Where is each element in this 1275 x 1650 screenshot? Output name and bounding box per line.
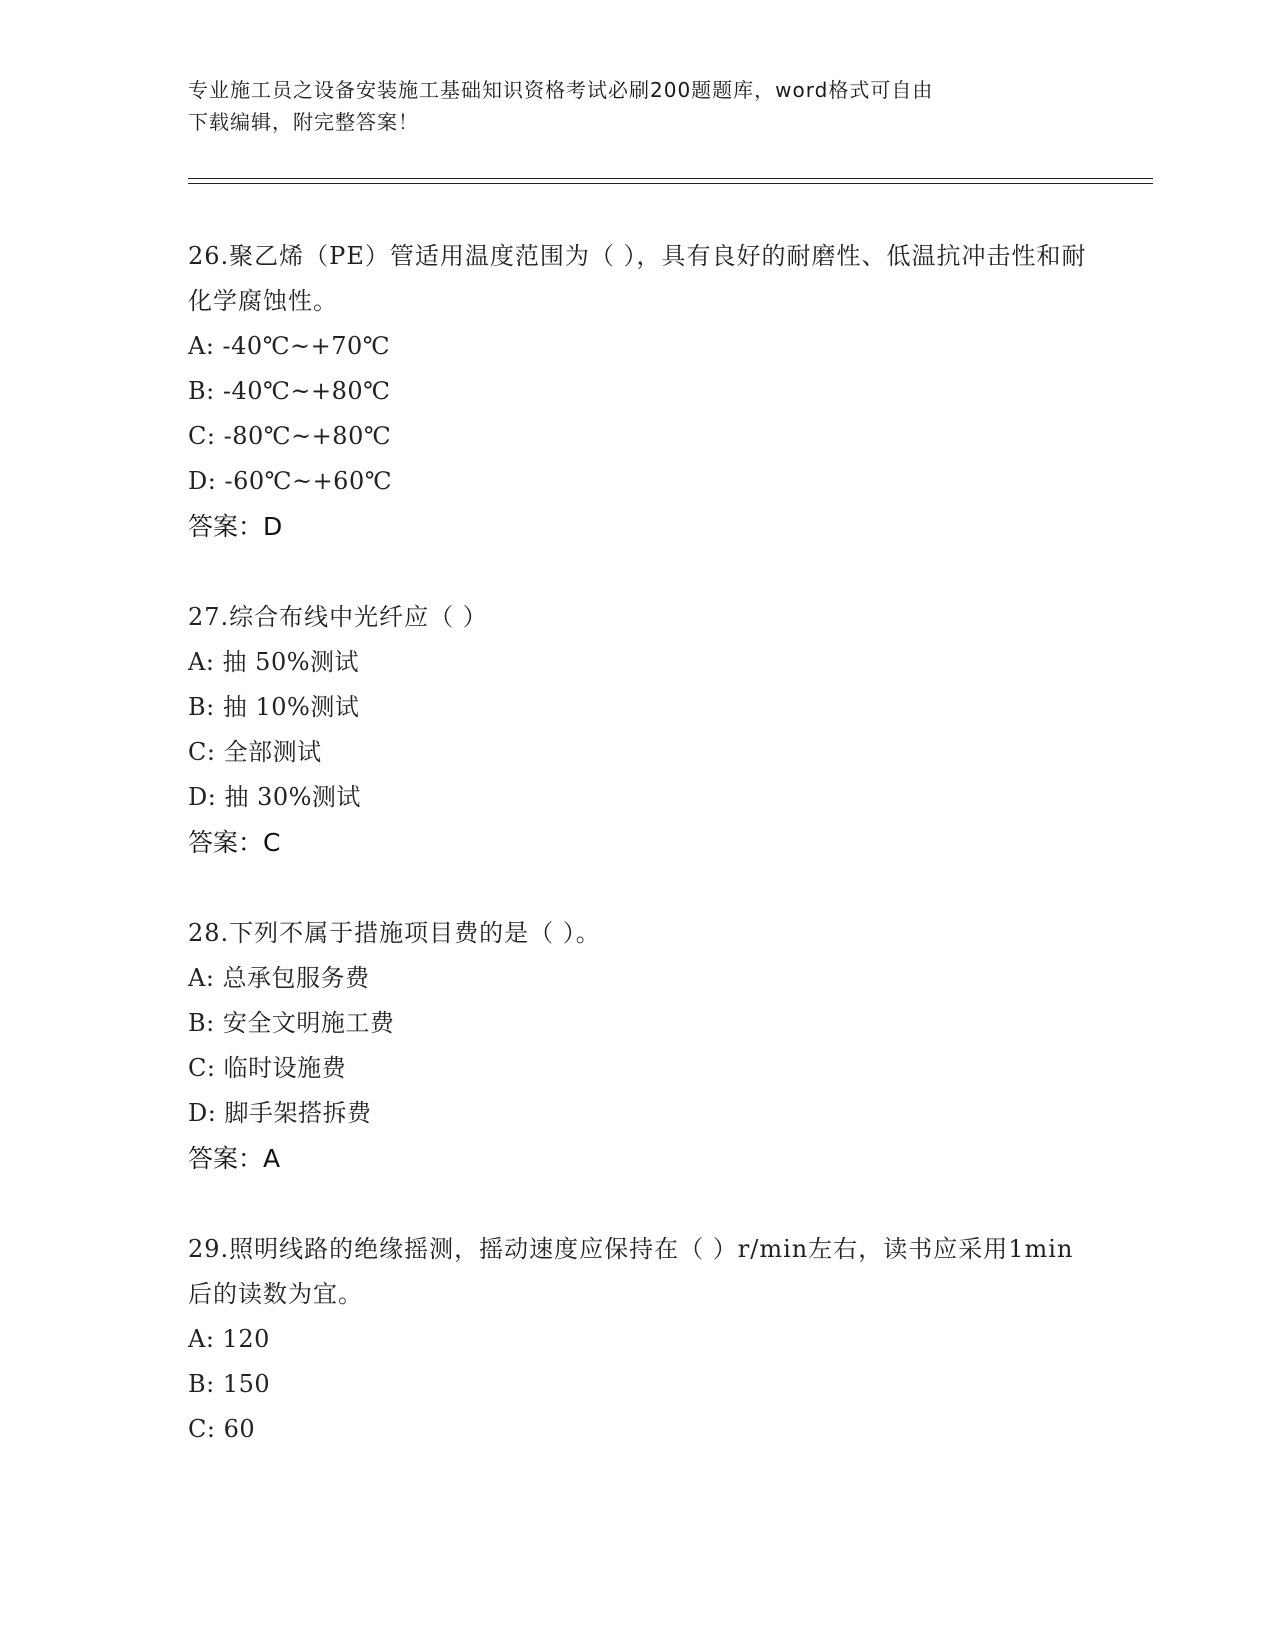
option-d: D: 脚手架搭拆费 [188,1099,372,1127]
option-b: B: 150 [188,1370,271,1398]
question-text: 27.综合布线中光纤应（ ） [188,603,488,631]
option-c: C: 60 [188,1415,256,1443]
header-divider-bottom [188,183,1153,184]
question-27 [188,595,1088,865]
header-line-1: 专业施工员之设备安装施工基础知识资格考试必刷200题题库，word格式可自由 [188,78,934,102]
option-a: A: -40℃~+70℃ [188,332,391,360]
option-a: A: 抽 50%测试 [188,648,360,676]
header-divider-top [188,178,1153,179]
question-text: 26.聚乙烯（PE）管适用温度范围为（ ），具有良好的耐磨性、低温抗冲击性和耐化学腐蚀性。 [188,242,1087,315]
option-a: A: 总承包服务费 [188,964,370,992]
option-c: C: -80℃~+80℃ [188,422,392,450]
option-b: B: 安全文明施工费 [188,1009,395,1037]
answer-label: 答案：D [188,512,283,541]
question-text: 29.照明线路的绝缘摇测，摇动速度应保持在（ ）r/min左右，读书应采用1min后的读数为宜。 [188,1235,1074,1308]
option-a: A: 120 [188,1325,270,1353]
question-28 [188,911,1088,1181]
option-d: D: -60℃~+60℃ [188,467,393,495]
question-text: 28.下列不属于措施项目费的是（ ）。 [188,919,601,947]
document-header [188,74,1068,138]
question-list [188,234,1088,1498]
option-c: C: 全部测试 [188,738,322,766]
option-b: B: -40℃~+80℃ [188,377,391,405]
answer-label: 答案：C [188,828,281,857]
answer-label: 答案：A [188,1144,281,1173]
question-29 [188,1227,1088,1452]
option-d: D: 抽 30%测试 [188,783,361,811]
header-line-2: 下载编辑，附完整答案！ [188,110,419,134]
option-c: C: 临时设施费 [188,1054,347,1082]
option-b: B: 抽 10%测试 [188,693,360,721]
question-26 [188,234,1088,549]
